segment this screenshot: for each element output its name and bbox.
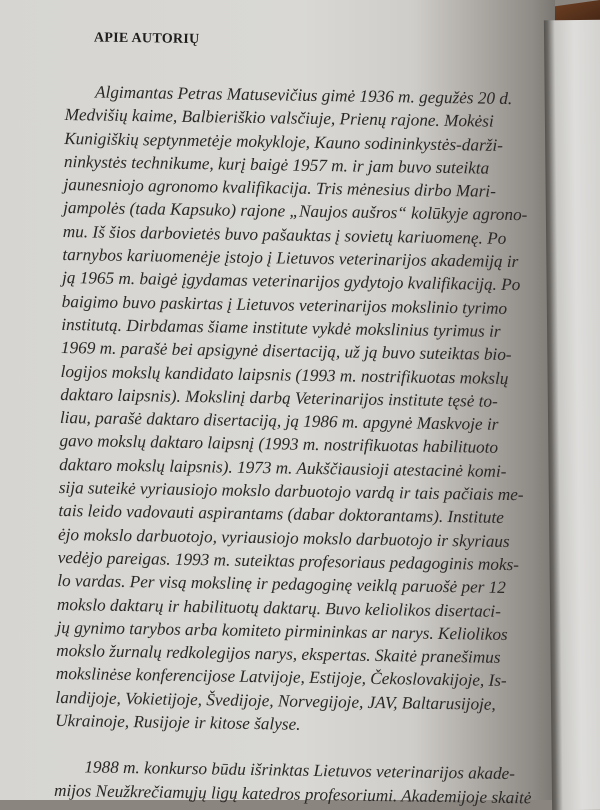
text-line: Ukrainoje, Rusijoje ir kitose šalyse. (55, 710, 301, 734)
text-line: mokslo daktarų ir habilituotų daktarų. Buvo keliolikos disertaci- (56, 594, 502, 621)
text-line: Algimantas Petras Matusevičius gimė 1936 m. gegužės 20 d. (94, 82, 513, 109)
text-line: sija suteikė vyriausiojo mokslo darbuotojo vardą ir tais pačiais me- (58, 477, 524, 505)
text-line: ėjo mokslo darbuotojo, vyriausiojo mokslo darbuotojo ir skyriaus (57, 524, 510, 551)
text-line: tais leido vadovauti aspirantams (dabar doktorantams). Institute (58, 501, 504, 528)
text-line: ją 1965 m. baigė įgydamas veterinarijos gydytojo kvalifikaciją. Po (61, 268, 521, 295)
paragraph-academy (53, 755, 532, 808)
text-line: baigimo buvo paskirtas į Lietuvos veterinarijos mokslinio tyrimo (61, 291, 508, 318)
text-line: mokslo žurnalų redkolegijos narys, ekspertas. Skaitė pranešimus (56, 641, 501, 668)
text-line: mokslinėse konferencijose Latvijoje, Estijoje, Čekoslovakijoje, Is- (55, 664, 507, 691)
text-line: 1969 m. parašė bei apsigynė disertaciją, už ją buvo suteiktas bio- (60, 338, 512, 365)
text-line: mu. Iš šios darbovietės buvo pašauktas į sovietų kariuomenę. Po (62, 221, 507, 248)
text-line: liau, parašė daktaro disertaciją, ją 1986 m. apgynė Maskvoje ir (59, 408, 499, 434)
paragraph-biography (55, 80, 528, 739)
text-line: jampolės (tada Kapsuko) rajone „Naujos aušros“ kolūkyje agrono- (63, 198, 528, 225)
text-line: 1988 m. konkurso būdu išrinktas Lietuvos veterinarijos akade- (84, 757, 516, 784)
next-page-edge (544, 20, 600, 810)
text-line: vedėjo pareigas. 1993 m. suteiktas profesoriaus pedagoginis moks- (57, 547, 520, 575)
text-line: ninkystės technikume, kurį baigė 1957 m. ir jam buvo suteikta (63, 151, 490, 178)
text-line: daktaro mokslų laipsnis). 1973 m. Aukščiausioji atestacinė komi- (59, 454, 507, 481)
text-line: jų gynimo tarybos arba komiteto pirmininkas ar narys. Keliolikos (56, 617, 508, 644)
page-content (53, 30, 532, 808)
text-line: Kunigiškių septynmetėje mokykloje, Kauno sodininkystės-darži- (64, 128, 504, 155)
text-line: tarnybos kariuomenėje įstojo į Lietuvos veterinarijos akademiją ir (62, 245, 519, 272)
text-line: gavo mokslų daktaro laipsnį (1993 m. nostrifikuotas habilituoto (59, 431, 499, 458)
text-line: jaunesniojo agronomo kvalifikacija. Tris mėnesius dirbo Mari- (63, 175, 497, 201)
text-line: institutą. Dirbdamas šiame institute vykdė mokslinius tyrimus ir (61, 314, 501, 341)
text-line: lo vardas. Per visą mokslinę ir pedagoginę veiklą paruošė per 12 (57, 571, 506, 598)
text-line: landijoje, Vokietijoje, Švedijoje, Norvegijoje, JAV, Baltarusijoje, (55, 687, 496, 714)
text-line: mijos Neužkrečiamųjų ligų katedros profesoriumi. Akademijoje skaitė (53, 780, 532, 808)
section-heading: APIE AUTORIŲ (93, 30, 200, 48)
text-line: logijos mokslų kandidato laipsnis (1993 m. nostrifikuotas mokslų (60, 361, 509, 388)
text-line: daktaro laipsnis). Mokslinį darbą Veterinarijos institute tęsė to- (60, 384, 498, 411)
text-line: Medvišių kaime, Balbieriškio valsčiuje, Prienų rajone. Mokėsi (64, 105, 494, 132)
